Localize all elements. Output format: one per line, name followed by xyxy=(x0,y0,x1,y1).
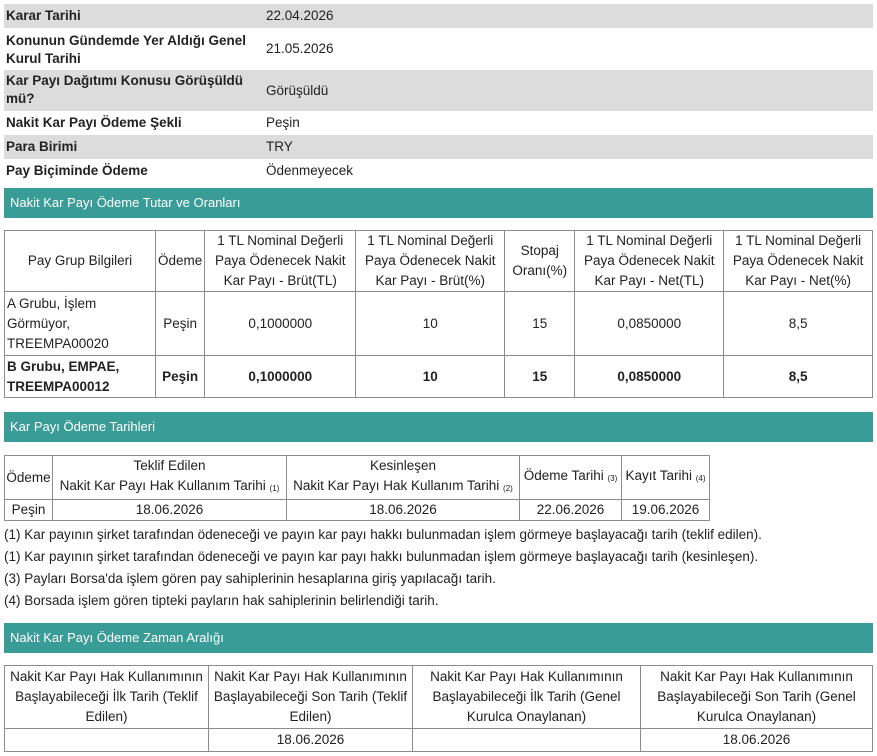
column-header: Pay Grup Bilgileri xyxy=(5,231,156,292)
dividend-amounts-table xyxy=(4,230,873,398)
cell-stopaj: 15 xyxy=(505,356,575,398)
column-header: 1 TL Nominal Değerli Paya Ödenecek Nakit Kar Payı - Net(%) xyxy=(724,231,873,292)
cell-ilk-tarih-onay xyxy=(413,729,641,752)
cell-son-tarih-onay: 18.06.2026 xyxy=(641,729,873,752)
header-line: Nakit Kar Payı Hak Kullanım Tarihi xyxy=(59,478,266,493)
info-value: Peşin xyxy=(266,115,300,130)
cell-net-tl: 0,0850000 xyxy=(575,356,724,398)
column-header-kesinlesen xyxy=(287,456,520,500)
section-header-tutar-oranlar: Nakit Kar Payı Ödeme Tutar ve Oranları xyxy=(4,188,873,218)
header-line: Teklif Edilen xyxy=(133,458,206,473)
info-value: TRY xyxy=(266,139,293,154)
footnote-ref: (2) xyxy=(503,484,513,493)
info-row-genel-kurul-tarihi xyxy=(4,28,873,70)
column-header: Nakit Kar Payı Hak Kullanımının Başlayabileceği İlk Tarih (Teklif Edilen) xyxy=(5,666,209,729)
column-header: Ödeme xyxy=(156,231,205,292)
column-header: 1 TL Nominal Değerli Paya Ödenecek Nakit Kar Payı - Brüt(TL) xyxy=(205,231,356,292)
cell-odeme: Peşin xyxy=(156,292,205,356)
table-row xyxy=(5,729,873,752)
column-header-teklif xyxy=(53,456,287,500)
column-header: Nakit Kar Payı Hak Kullanımının Başlayabileceği Son Tarih (Genel Kurulca Onaylanan) xyxy=(641,666,873,729)
cell-net-pct: 8,5 xyxy=(724,356,873,398)
header-line: Kesinleşen xyxy=(369,458,437,473)
cell-net-pct: 8,5 xyxy=(724,292,873,356)
table-header-row xyxy=(5,231,873,292)
column-header: 1 TL Nominal Değerli Paya Ödenecek Nakit Kar Payı - Net(TL) xyxy=(575,231,724,292)
cell-son-tarih-teklif: 18.06.2026 xyxy=(209,729,413,752)
section-header-odeme-tarihleri: Kar Payı Ödeme Tarihleri xyxy=(4,412,873,442)
table-row xyxy=(5,292,873,356)
info-row-para-birimi xyxy=(4,135,873,159)
dividend-info-list xyxy=(4,4,873,183)
column-header-odeme: Ödeme xyxy=(5,456,53,500)
cell-stopaj: 15 xyxy=(505,292,575,356)
cell-odeme: Peşin xyxy=(156,356,205,398)
table-row xyxy=(5,500,710,521)
info-row-odeme-sekli xyxy=(4,111,873,135)
footnotes xyxy=(4,524,762,612)
column-header-kayit-tarihi xyxy=(622,456,710,500)
cell-brut-pct: 10 xyxy=(356,356,505,398)
cell-pay-grup: B Grubu, EMPAE, TREEMPA00012 xyxy=(5,356,156,398)
info-row-karar-tarihi xyxy=(4,4,873,28)
section-header-zaman-araligi: Nakit Kar Payı Ödeme Zaman Aralığı xyxy=(4,623,873,653)
info-label: Pay Biçiminde Ödeme xyxy=(6,163,148,178)
footnote: (1) Kar payının şirket tarafından ödeneceği ve payın kar payı hakkı bulunmadan işlem görmeye başlayacağı tarih (kesinleşen). xyxy=(4,549,759,564)
info-label: Kar Payı Dağıtımı Konusu Görüşüldü mü? xyxy=(6,73,244,106)
cell-pay-grup: A Grubu, İşlem Görmüyor, TREEMPA00020 xyxy=(5,292,156,356)
info-row-pay-bicimi xyxy=(4,159,873,183)
footnote: (3) Payları Borsa'da işlem gören pay sahiplerinin hesaplarına giriş yapılacağı tarih. xyxy=(4,571,496,586)
header-line: Nakit Kar Payı Hak Kullanım Tarihi xyxy=(293,478,500,493)
footnote-ref: (4) xyxy=(695,474,706,483)
info-label: Nakit Kar Payı Ödeme Şekli xyxy=(6,115,182,130)
header-line: Ödeme Tarihi xyxy=(523,468,604,483)
cell-brut-tl: 0,1000000 xyxy=(205,292,356,356)
footnote-ref: (3) xyxy=(607,474,618,483)
info-label: Karar Tarihi xyxy=(6,8,81,23)
cell-odeme: Peşin xyxy=(5,500,53,521)
info-value: 21.05.2026 xyxy=(266,41,334,56)
cell-brut-pct: 10 xyxy=(356,292,505,356)
info-label: Para Birimi xyxy=(6,139,78,154)
table-header-row xyxy=(5,666,873,729)
column-header: Nakit Kar Payı Hak Kullanımının Başlayabileceği Son Tarih (Teklif Edilen) xyxy=(209,666,413,729)
table-row xyxy=(5,356,873,398)
table-header-row xyxy=(5,456,710,500)
cell-odeme-tarihi: 22.06.2026 xyxy=(520,500,622,521)
column-header: 1 TL Nominal Değerli Paya Ödenecek Nakit Kar Payı - Brüt(%) xyxy=(356,231,505,292)
column-header-odeme-tarihi xyxy=(520,456,622,500)
footnote: (4) Borsada işlem gören tipteki payların hak sahiplerinin belirlendiği tarih. xyxy=(4,593,439,608)
dividend-period-table xyxy=(4,665,873,752)
cell-brut-tl: 0,1000000 xyxy=(205,356,356,398)
column-header: Stopaj Oranı(%) xyxy=(505,231,575,292)
header-line: Kayıt Tarihi xyxy=(625,468,692,483)
cell-net-tl: 0,0850000 xyxy=(575,292,724,356)
column-header: Nakit Kar Payı Hak Kullanımının Başlayabileceği İlk Tarih (Genel Kurulca Onaylanan) xyxy=(413,666,641,729)
cell-teklif-tarihi: 18.06.2026 xyxy=(53,500,287,521)
footnote-ref: (1) xyxy=(269,484,280,493)
info-row-gorusuldu xyxy=(4,70,873,111)
cell-kesin-tarihi: 18.06.2026 xyxy=(287,500,520,521)
info-value: 22.04.2026 xyxy=(266,8,334,23)
cell-ilk-tarih-teklif xyxy=(5,729,209,752)
info-label: Konunun Gündemde Yer Aldığı Genel Kurul Tarihi xyxy=(6,33,247,66)
info-value: Ödenmeyecek xyxy=(266,163,354,178)
footnote: (1) Kar payının şirket tarafından ödeneceği ve payın kar payı hakkı bulunmadan işlem görmeye başlayacağı tarih (teklif edilen). xyxy=(4,527,762,542)
dividend-dates-table xyxy=(4,455,710,521)
info-value: Görüşüldü xyxy=(266,82,329,98)
cell-kayit-tarihi: 19.06.2026 xyxy=(622,500,710,521)
